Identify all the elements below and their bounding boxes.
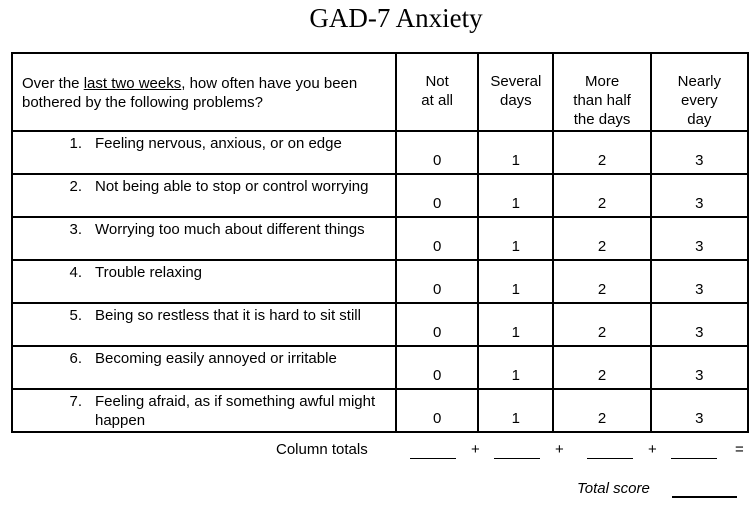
score-cell[interactable]: 3 (651, 174, 748, 217)
page-title: GAD-7 Anxiety (309, 3, 483, 33)
score-cell[interactable]: 2 (553, 260, 650, 303)
score-cell[interactable]: 3 (651, 346, 748, 389)
column-totals-label: Column totals (276, 441, 368, 458)
score-cell[interactable]: 1 (478, 389, 553, 432)
item-text: Trouble relaxing (95, 264, 202, 281)
score-cell[interactable]: 2 (553, 389, 650, 432)
score-cell[interactable]: 1 (478, 217, 553, 260)
item-number: 7. (69, 393, 82, 410)
score-cell[interactable]: 0 (396, 131, 478, 174)
item-text: Feeling nervous, anxious, or on edge (95, 135, 342, 152)
item-number: 6. (69, 350, 82, 367)
column-total-blank[interactable] (410, 458, 456, 459)
item-text: Worrying too much about different things (95, 221, 365, 238)
column-total-blank[interactable] (587, 458, 633, 459)
equals-sign: = (735, 441, 744, 458)
score-cell[interactable]: 1 (478, 174, 553, 217)
score-cell[interactable]: 3 (651, 217, 748, 260)
score-cell[interactable]: 0 (396, 174, 478, 217)
score-cell[interactable]: 3 (651, 303, 748, 346)
score-cell[interactable]: 0 (396, 389, 478, 432)
table-row (12, 260, 748, 303)
table-row (12, 346, 748, 389)
questionnaire-table (11, 52, 749, 433)
score-cell[interactable]: 2 (553, 303, 650, 346)
item-number: 2. (69, 178, 82, 195)
item-number: 5. (69, 307, 82, 324)
item-number: 1. (69, 135, 82, 152)
item-number: 4. (69, 264, 82, 281)
header-row (12, 53, 748, 131)
option-header-several-days: Several days (478, 53, 553, 131)
score-cell[interactable]: 1 (478, 346, 553, 389)
total-score-label: Total score (577, 480, 650, 497)
option-header-more-than-half: More than half the days (553, 53, 650, 131)
score-cell[interactable]: 0 (396, 260, 478, 303)
score-cell[interactable]: 0 (396, 303, 478, 346)
table-row (12, 389, 748, 432)
total-score-blank[interactable] (672, 496, 737, 498)
option-header-nearly-every-day: Nearly every day (651, 53, 748, 131)
plus-sign: + (471, 441, 480, 458)
timeframe-text: last two weeks (83, 75, 182, 92)
item-text: Feeling afraid, as if something awful might happen (95, 393, 376, 429)
column-total-blank[interactable] (671, 458, 717, 459)
score-cell[interactable]: 2 (553, 131, 650, 174)
table-row (12, 217, 748, 260)
score-cell[interactable]: 3 (651, 131, 748, 174)
score-cell[interactable]: 1 (478, 260, 553, 303)
score-cell[interactable]: 1 (478, 303, 553, 346)
item-number: 3. (69, 221, 82, 238)
score-cell[interactable]: 3 (651, 389, 748, 432)
table-row (12, 131, 748, 174)
score-cell[interactable]: 2 (553, 217, 650, 260)
item-text: Not being able to stop or control worrying (95, 178, 369, 195)
score-cell[interactable]: 2 (553, 346, 650, 389)
score-cell[interactable]: 0 (396, 346, 478, 389)
question-header: Over the last two weeks, how often have you been bothered by the following problems? (12, 53, 396, 131)
plus-sign: + (648, 441, 657, 458)
plus-sign: + (555, 441, 564, 458)
item-text: Becoming easily annoyed or irritable (95, 350, 337, 367)
table-row (12, 303, 748, 346)
column-total-blank[interactable] (494, 458, 540, 459)
table-row (12, 174, 748, 217)
score-cell[interactable]: 0 (396, 217, 478, 260)
score-cell[interactable]: 2 (553, 174, 650, 217)
item-text: Being so restless that it is hard to sit still (95, 307, 361, 324)
option-header-not-at-all: Not at all (396, 53, 478, 131)
score-cell[interactable]: 1 (478, 131, 553, 174)
score-cell[interactable]: 3 (651, 260, 748, 303)
